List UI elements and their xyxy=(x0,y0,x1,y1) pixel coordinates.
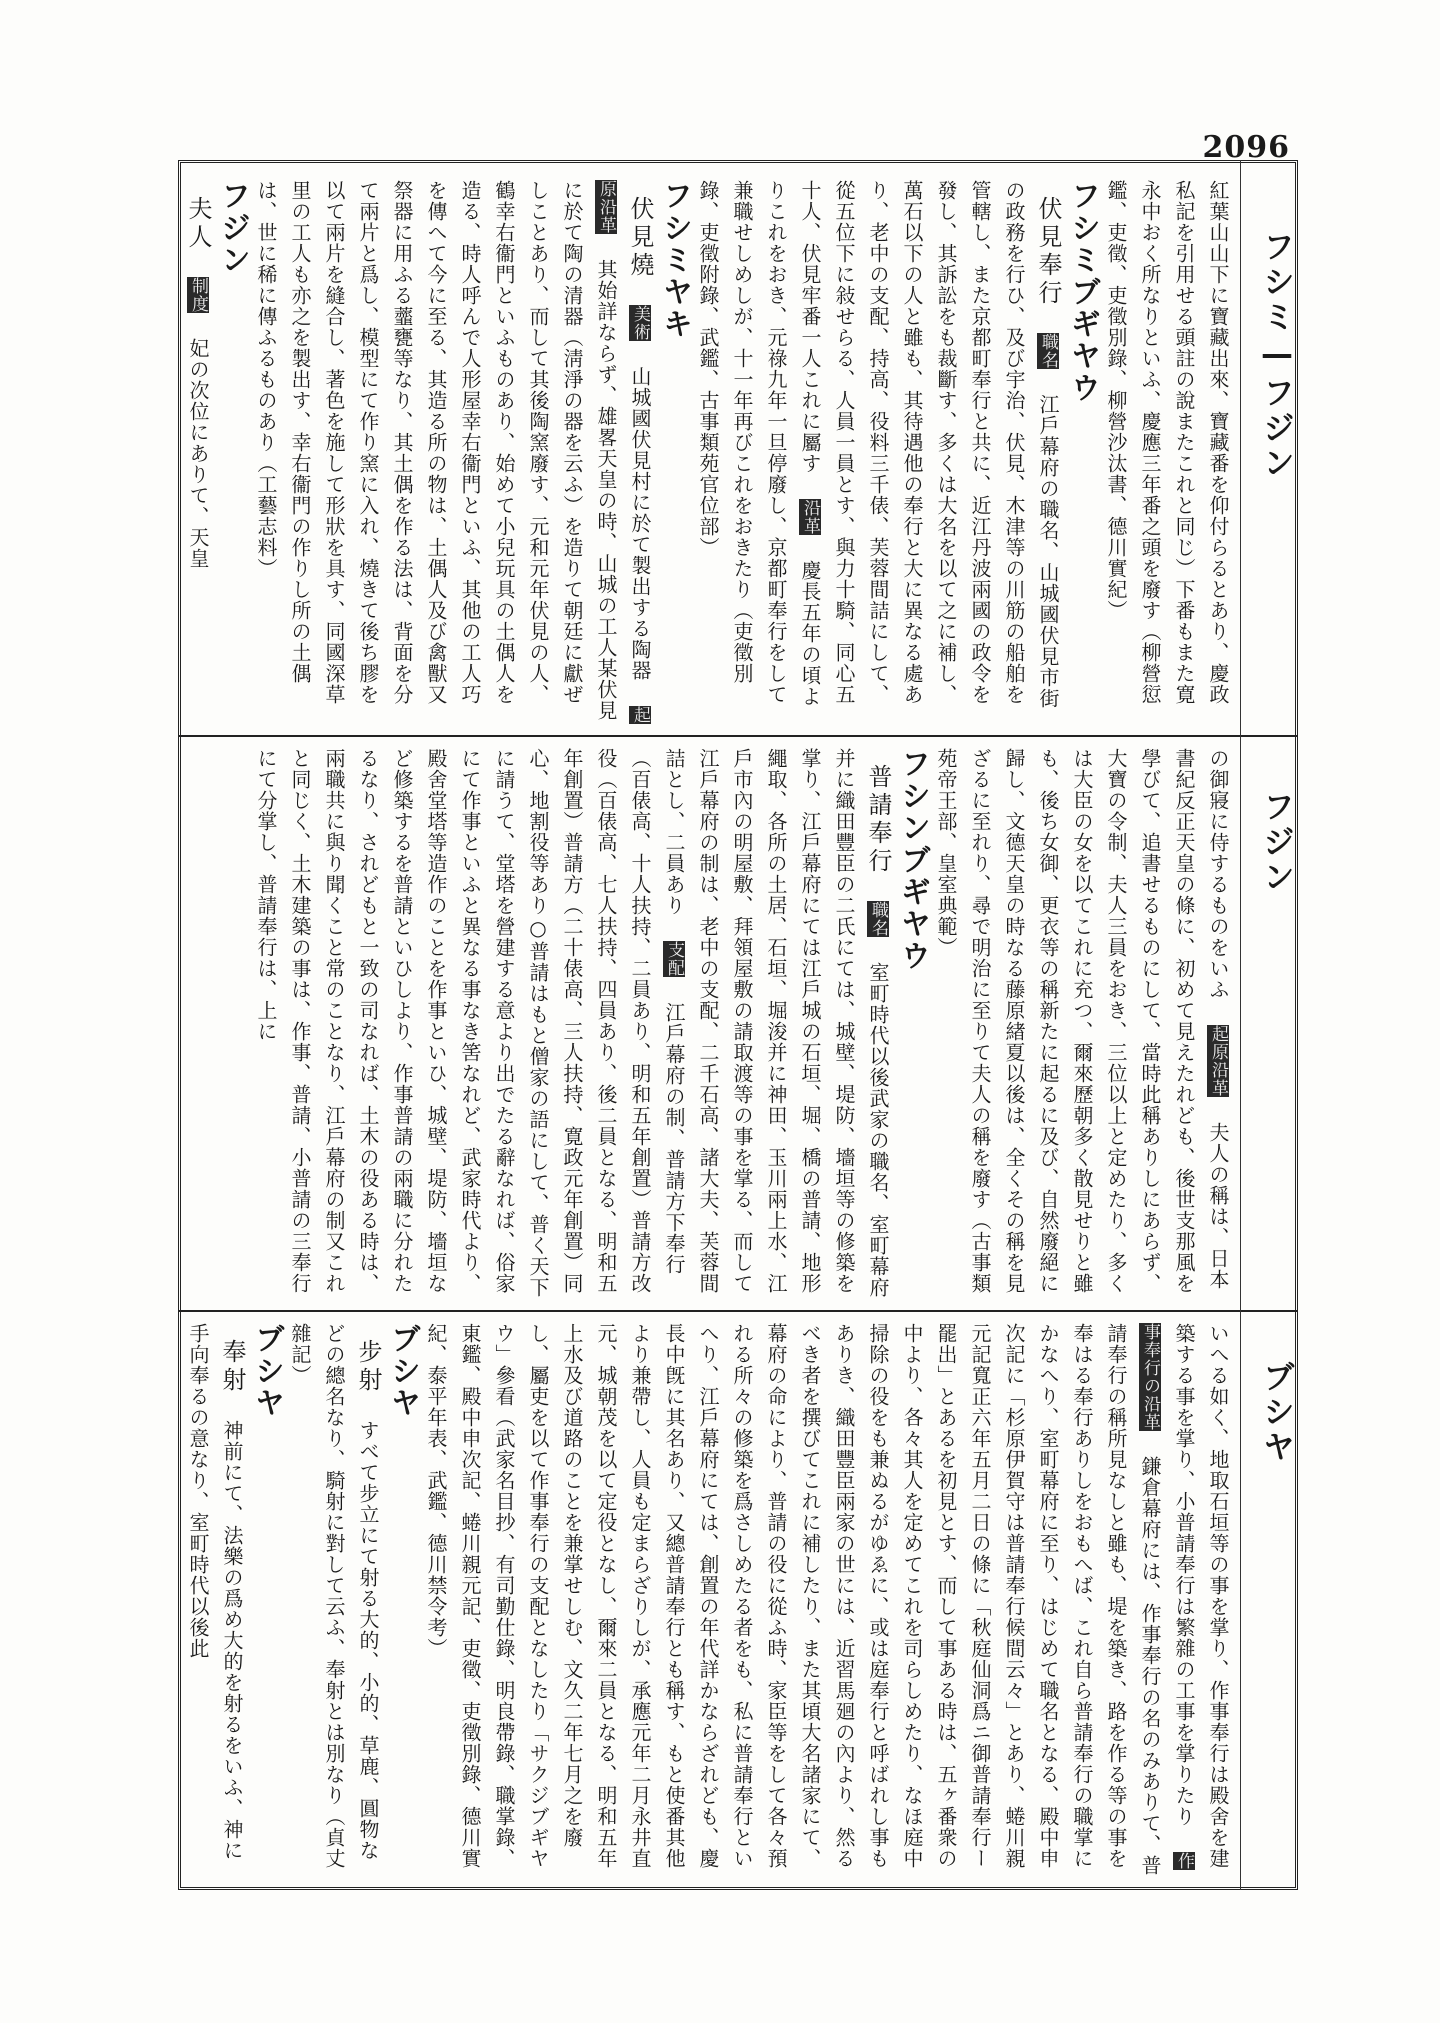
entry-term: 伏見燒 xyxy=(626,196,654,280)
header-top: フシミ—フジン xyxy=(1258,230,1296,481)
entry-headword: ブシヤ xyxy=(249,1323,284,1419)
top-section-text xyxy=(184,180,1235,725)
entry-body: 山城國伏見村に於て製出する陶器 xyxy=(628,366,652,681)
entry-headword: フシミブギヤウ xyxy=(1065,180,1100,404)
entry-body: 夫人の稱は、日本書紀反正天皇の條に、初めて見えたれども、後世支那風を學びて、追書せるものにして、當時此稱ありしにあらず、大寶の令制、夫人三員をおき、三位以上と定めたり、多くは大臣の女を以てこれに充つ、爾來歷朝多く散見せりと雖も、後ち女御、更衣等の稱新たに起るに及び、自然廢絕に歸し、文德天皇の時なる藤原緖夏以後は、全くその稱を見ざるに至れり、尋で明治に至りて夫人の稱を廢す（古事類苑帝王部、皇室典範） xyxy=(934,748,1230,1294)
category-badge: 起原沿革 xyxy=(1208,1025,1228,1097)
category-badge: 支配 xyxy=(664,941,684,977)
entry-body: 室町時代以後武家の職名、室町幕府并に織田豐臣の二氏にては、城壁、堤防、墻垣等の修築を掌り、江戶幕府にては江戶城の石垣、堀、橋の普請、地形繩取、各所の土居、石垣、堀浚并に神田、玉川兩上水、江戶市內の明屋敷、拜領屋敷の請取渡等の事を掌る、而して江戶幕府の制は、老中の支配、二千石高、諸大夫、芙蓉間詰とし、二員あり xyxy=(662,748,890,1298)
entry-term: 普請奉行 xyxy=(864,764,892,876)
section-divider-bottom xyxy=(178,1310,1298,1312)
top-section xyxy=(184,180,1235,725)
entry-body: 江戶幕府の職名、山城國伏見市街の政務を行ひ、及び宇治、伏見、木津等の川筋の船舶を管轄し、また京都町奉行と共に、近江丹波兩國の政令を發し、其訴訟をも裁斷す、多くは大名を以て之に補し、萬石以下の人と雖も、其待遇他の奉行と大に異なる處あり、老中の支配、持高、役料三千俵、芙蓉間詰にして、從五位下に敍せらる、人員一員とす、與力十騎、同心五十人、伏見牢番一人これに屬す xyxy=(798,180,1060,709)
entry-body: 其始詳ならず、雄畧天皇の時、山城の工人某伏見に於て陶の清器（淸淨の器を云ふ）を造りて朝廷に獻ぜしことあり、而して其後陶窯廢す、元和元年伏見の人、鶴幸右衞門といふものあり、始めて小兒玩具の土偶人を造る、時人呼んで人形屋幸右衞門といふ、其他の工人巧を傳へて今に至る、其造る所の物は、土偶人及び禽獸又祭器に用ふる虀甕等なり、其土偶を作る法は、背面を分て兩片と爲し、模型にて作り窯に入れ、燒きて後ち膠を以て兩片を縫合し、著色を施して形狀を具す、同國深草里の工人も亦之を製出す、幸右衞門の作りし所の土偶は、世に稀に傳ふるものあり（工藝志料） xyxy=(254,180,618,721)
header-column-rule xyxy=(1240,160,1241,1890)
entry-body: 鎌倉幕府には、作事奉行の名のみありて、普請奉行の稱所見なしと雖も、堤を築き、路を作る等の事を奉はる奉行ありしをおもへば、これ自ら普請奉行の職掌にかなへり、室町幕府に至り、はじめて職名となる、殿中申次記に「杉原伊賀守は普請奉行候間云々」とあり、蜷川親元記寬正六年五月二日の條に「秋庭仙洞爲ニ御普請奉行ー罷出」とあるを初見とす、而して事ある時は、五ヶ番衆の中より、各々其人を定めてこれを司らしめたり、なほ庭中掃除の役をも兼ぬるがゆゑに、或は庭奉行と呼ばれし事もありき、織田豐臣兩家の世には、近習馬廻の內より、然るべき者を撰びてこれに補したり、また其頃大名諸家にて、幕府の命により、普請の役に從ふ時、家臣等をして各々預れる所々の修築を爲さしめたる者をも、私に普請奉行といへり、江戶幕府にては、創置の年代詳かならざれども、慶長中旣に其名あり、又總普請奉行とも稱す、もと使番其他より兼帶し、人員も定まらざりしが、承應元年二月永井直元、城朝茂を以て定役となし、爾來二員となる、明和五年上水及び道路のことを兼掌せしむ、文久二年七月之を廢し、屬吏を以て作事奉行の支配となしたり「サクジブギヤウ」參看（武家名目抄、有司勤仕錄、明良帶錄、職掌錄、東鑑、殿中申次記、蜷川親元記、吏徵、吏徵別錄、德川實紀、泰平年表、武鑑、德川禁令考） xyxy=(424,1323,1162,1876)
entry-body: 慶長五年の頃よりこれをおき、元祿九年一旦停廢し、京都町奉行をして兼職せしめしが、十一年再びこれをおきたり（吏徵別錄、吏徵附錄、武鑑、古事類苑官位部） xyxy=(696,180,822,707)
category-badge: 職名 xyxy=(1038,333,1058,369)
entry-body: 神前にて、法樂の爲め大的を射るをいふ、神に手向奉るの意なり、室町時代以後此 xyxy=(186,1323,244,1861)
middle-section xyxy=(190,748,1235,1300)
header-middle: フジン xyxy=(1258,790,1296,895)
bottom-section-text xyxy=(186,1323,1235,1878)
section-divider-top xyxy=(178,735,1298,737)
entry-headword: フジン xyxy=(215,180,250,276)
category-badge: 制度 xyxy=(188,277,208,313)
entry-term: 奉射 xyxy=(218,1339,246,1395)
entry-term: 步射 xyxy=(354,1339,382,1395)
header-bottom: ブシヤ xyxy=(1258,1360,1296,1465)
continuation-text: の御寢に侍するものをいふ xyxy=(1206,748,1230,1000)
continuation-text: いへる如く、地取石垣等の事を掌り、作事奉行は殿舍を建築する事を掌り、小普請奉行は繁雜の工事を掌りたり xyxy=(1172,1323,1230,1869)
entry-body: 江戶幕府の制、普請方下奉行（百俵高、十人扶持、二員あり、明和五年創置）普請方改役（百俵高、七人扶持、四員あり、後二員となる、明和五年創置）普請方（二十俵高、三人扶持、寛政元年創置）同心、地割役等あり○普請はもと僧家の語にして、普く天下に請うて、堂塔を營建する意より出でたる辭なれば、俗家にて作事といふと異なる事なき筈なれど、武家時代より、殿舍堂塔等造作のことを作事といひ、城壁、堤防、墻垣など修築するを普請といひしより、作事普請の兩職に分れたるなり、されどもと一致の司なれば、土木の役ある時は、兩職共に與り聞くこと常のことなり、江戶幕府の制又これと同じく、土木建築の事は、作事、普請、小普請の三奉行にて分掌し、普請奉行は、上に xyxy=(254,748,686,1298)
category-badge: 作事奉行の沿革 xyxy=(1140,1323,1194,1870)
category-badge: 起原沿革 xyxy=(596,180,650,724)
middle-section-text xyxy=(190,748,1235,1300)
category-badge: 沿革 xyxy=(800,499,820,535)
entry-term: 夫人 xyxy=(184,196,212,252)
entry-body: すべて步立にて射る大的、小的、草鹿、圓物などの總名なり、騎射に對して云ふ、奉射とは別なり（貞丈雜記） xyxy=(288,1323,380,1869)
continuation-text: 紅葉山山下に寶藏出來、寶藏番を仰付らるとあり、慶政私記を引用せる頭註の說またこれと同じ）下番もまた寛永中おく所なりといふ、慶應三年番之頭を廢す（柳營愆鑑、吏徵、吏徵別錄、柳營沙汰書、德川實紀） xyxy=(1104,180,1230,705)
entry-headword: フシミヤキ xyxy=(657,180,692,340)
page-number: 2096 xyxy=(1202,130,1290,165)
category-badge: 職名 xyxy=(868,901,888,937)
bottom-section xyxy=(186,1323,1235,1878)
entry-headword: ブシヤ xyxy=(385,1323,420,1419)
category-badge: 美術 xyxy=(630,305,650,341)
entry-headword: フシンブギヤウ xyxy=(895,748,930,972)
entry-term: 伏見奉行 xyxy=(1034,196,1062,308)
entry-body: 妃の次位にありて、天皇 xyxy=(186,338,210,569)
